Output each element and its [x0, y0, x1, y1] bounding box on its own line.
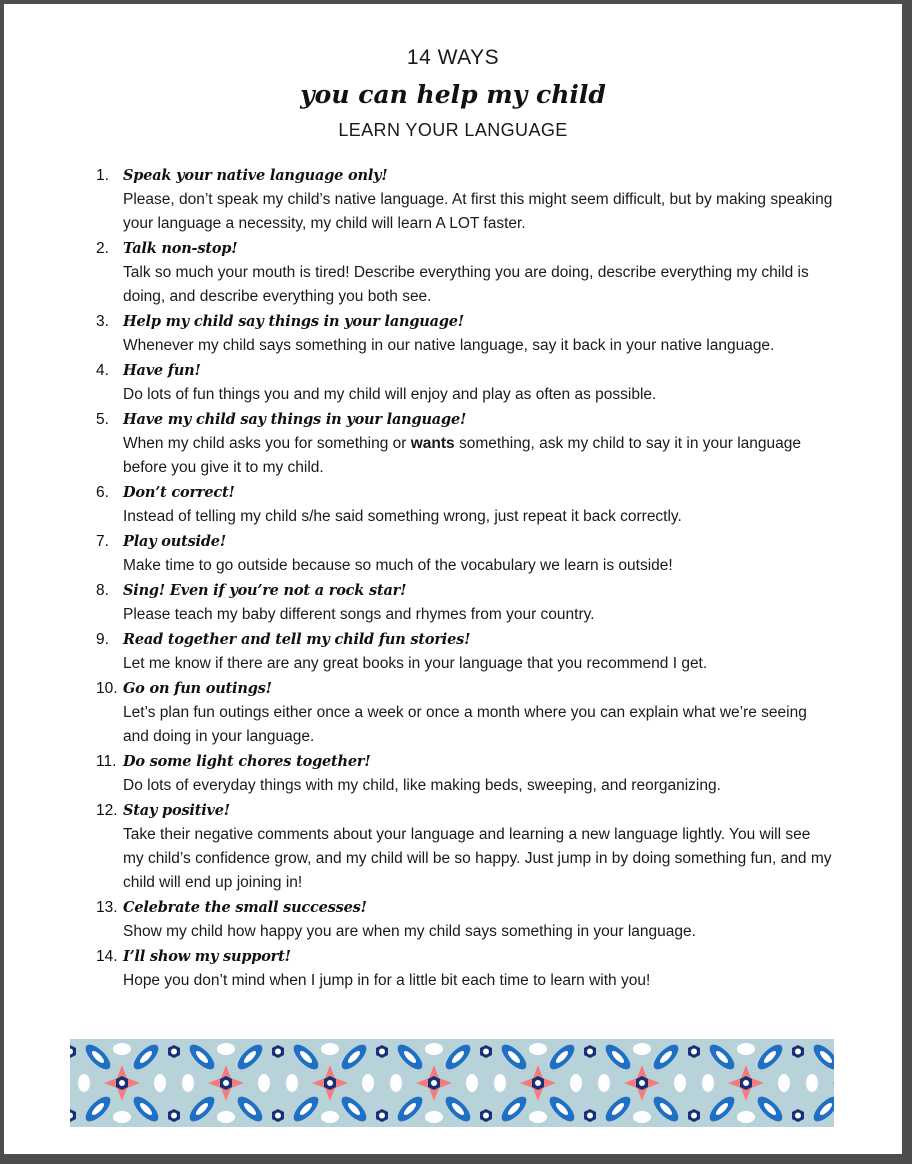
item-number: 13.: [96, 899, 118, 916]
tips-list: [94, 164, 834, 994]
item-body: Please, don’t speak my child’s native language. At first this might seem difficult, but by making speaking your language a necessity, my child will learn A LOT faster.: [123, 191, 833, 232]
item-body-emphasis: wants: [410, 435, 455, 452]
item-title: Have fun!: [123, 362, 201, 379]
list-item: [94, 628, 834, 676]
item-title: Do some light chores together!: [123, 753, 371, 770]
item-number: 11.: [96, 753, 117, 770]
item-number: 6.: [96, 484, 109, 501]
item-number: 12.: [96, 802, 118, 819]
item-title: Sing! Even if you’re not a rock star!: [123, 582, 407, 599]
item-body: Let me know if there are any great books in your language that you recommend I get.: [123, 655, 708, 672]
item-body-part: something, ask my child to say it in your language before you give it to my child.: [123, 435, 802, 476]
list-item: [94, 359, 834, 407]
item-number: 1.: [96, 167, 109, 184]
item-body: Hope you don’t mind when I jump in for a little bit each time to learn with you!: [123, 972, 651, 989]
item-body: Please teach my baby different songs and rhymes from your country.: [123, 606, 595, 623]
item-title: Go on fun outings!: [123, 680, 272, 697]
item-body: Talk so much your mouth is tired! Describe everything you are doing, describe everything my child is doing, and describe everything you both see.: [123, 264, 809, 305]
tile-pattern-icon: [70, 1039, 834, 1127]
item-body: Do lots of everyday things with my child, like making beds, sweeping, and reorganizing.: [123, 777, 721, 794]
item-body: Show my child how happy you are when my child says something in your language.: [123, 923, 696, 940]
decorative-tile-border: [70, 1039, 834, 1127]
title-script: you can help my child: [300, 80, 606, 109]
list-item: [94, 408, 834, 480]
list-item: [94, 481, 834, 529]
list-item: [94, 750, 834, 798]
item-title: I’ll show my support!: [123, 948, 291, 965]
item-number: 14.: [96, 948, 118, 965]
item-title: Stay positive!: [123, 802, 230, 819]
list-item: [94, 896, 834, 944]
item-title: Talk non-stop!: [123, 240, 238, 257]
item-title: Help my child say things in your language!: [123, 313, 464, 330]
title-subtitle: LEARN YOUR LANGUAGE: [338, 120, 568, 140]
list-item: [94, 310, 834, 358]
item-body-part: When my child asks you for something or: [123, 435, 411, 452]
list-item: [94, 579, 834, 627]
list-item: [94, 237, 834, 309]
list-item: [94, 164, 834, 236]
item-body: Instead of telling my child s/he said something wrong, just repeat it back correctly.: [123, 508, 682, 525]
item-number: 4.: [96, 362, 109, 379]
item-number: 2.: [96, 240, 109, 257]
item-number: 8.: [96, 582, 109, 599]
document-page: [4, 4, 902, 1154]
item-title: Celebrate the small successes!: [123, 899, 367, 916]
item-body: Let’s plan fun outings either once a week or once a month where you can explain what we’re seeing and doing in your language.: [123, 704, 807, 745]
item-body: [123, 432, 834, 480]
list-item: [94, 945, 834, 993]
item-title: Play outside!: [123, 533, 226, 550]
item-body: Take their negative comments about your language and learning a new language lightly. You will see my child’s confidence grow, and my child will be so happy. Just jump in by doing something fun, and my child will end up joining in!: [123, 826, 832, 891]
item-number: 9.: [96, 631, 109, 648]
list-item: [94, 677, 834, 749]
item-number: 10.: [96, 680, 118, 697]
item-number: 5.: [96, 411, 109, 428]
item-title: Speak your native language only!: [123, 167, 388, 184]
item-title: Have my child say things in your language!: [123, 411, 467, 428]
list-item: [94, 530, 834, 578]
item-number: 3.: [96, 313, 109, 330]
item-body: Whenever my child says something in our native language, say it back in your native language.: [123, 337, 775, 354]
item-body: Do lots of fun things you and my child will enjoy and play as often as possible.: [123, 386, 657, 403]
item-body: Make time to go outside because so much of the vocabulary we learn is outside!: [123, 557, 673, 574]
item-number: 7.: [96, 533, 109, 550]
item-title: Don’t correct!: [123, 484, 235, 501]
title-count: 14 WAYS: [406, 46, 500, 69]
list-item: [94, 799, 834, 895]
item-title: Read together and tell my child fun stories!: [123, 631, 471, 648]
